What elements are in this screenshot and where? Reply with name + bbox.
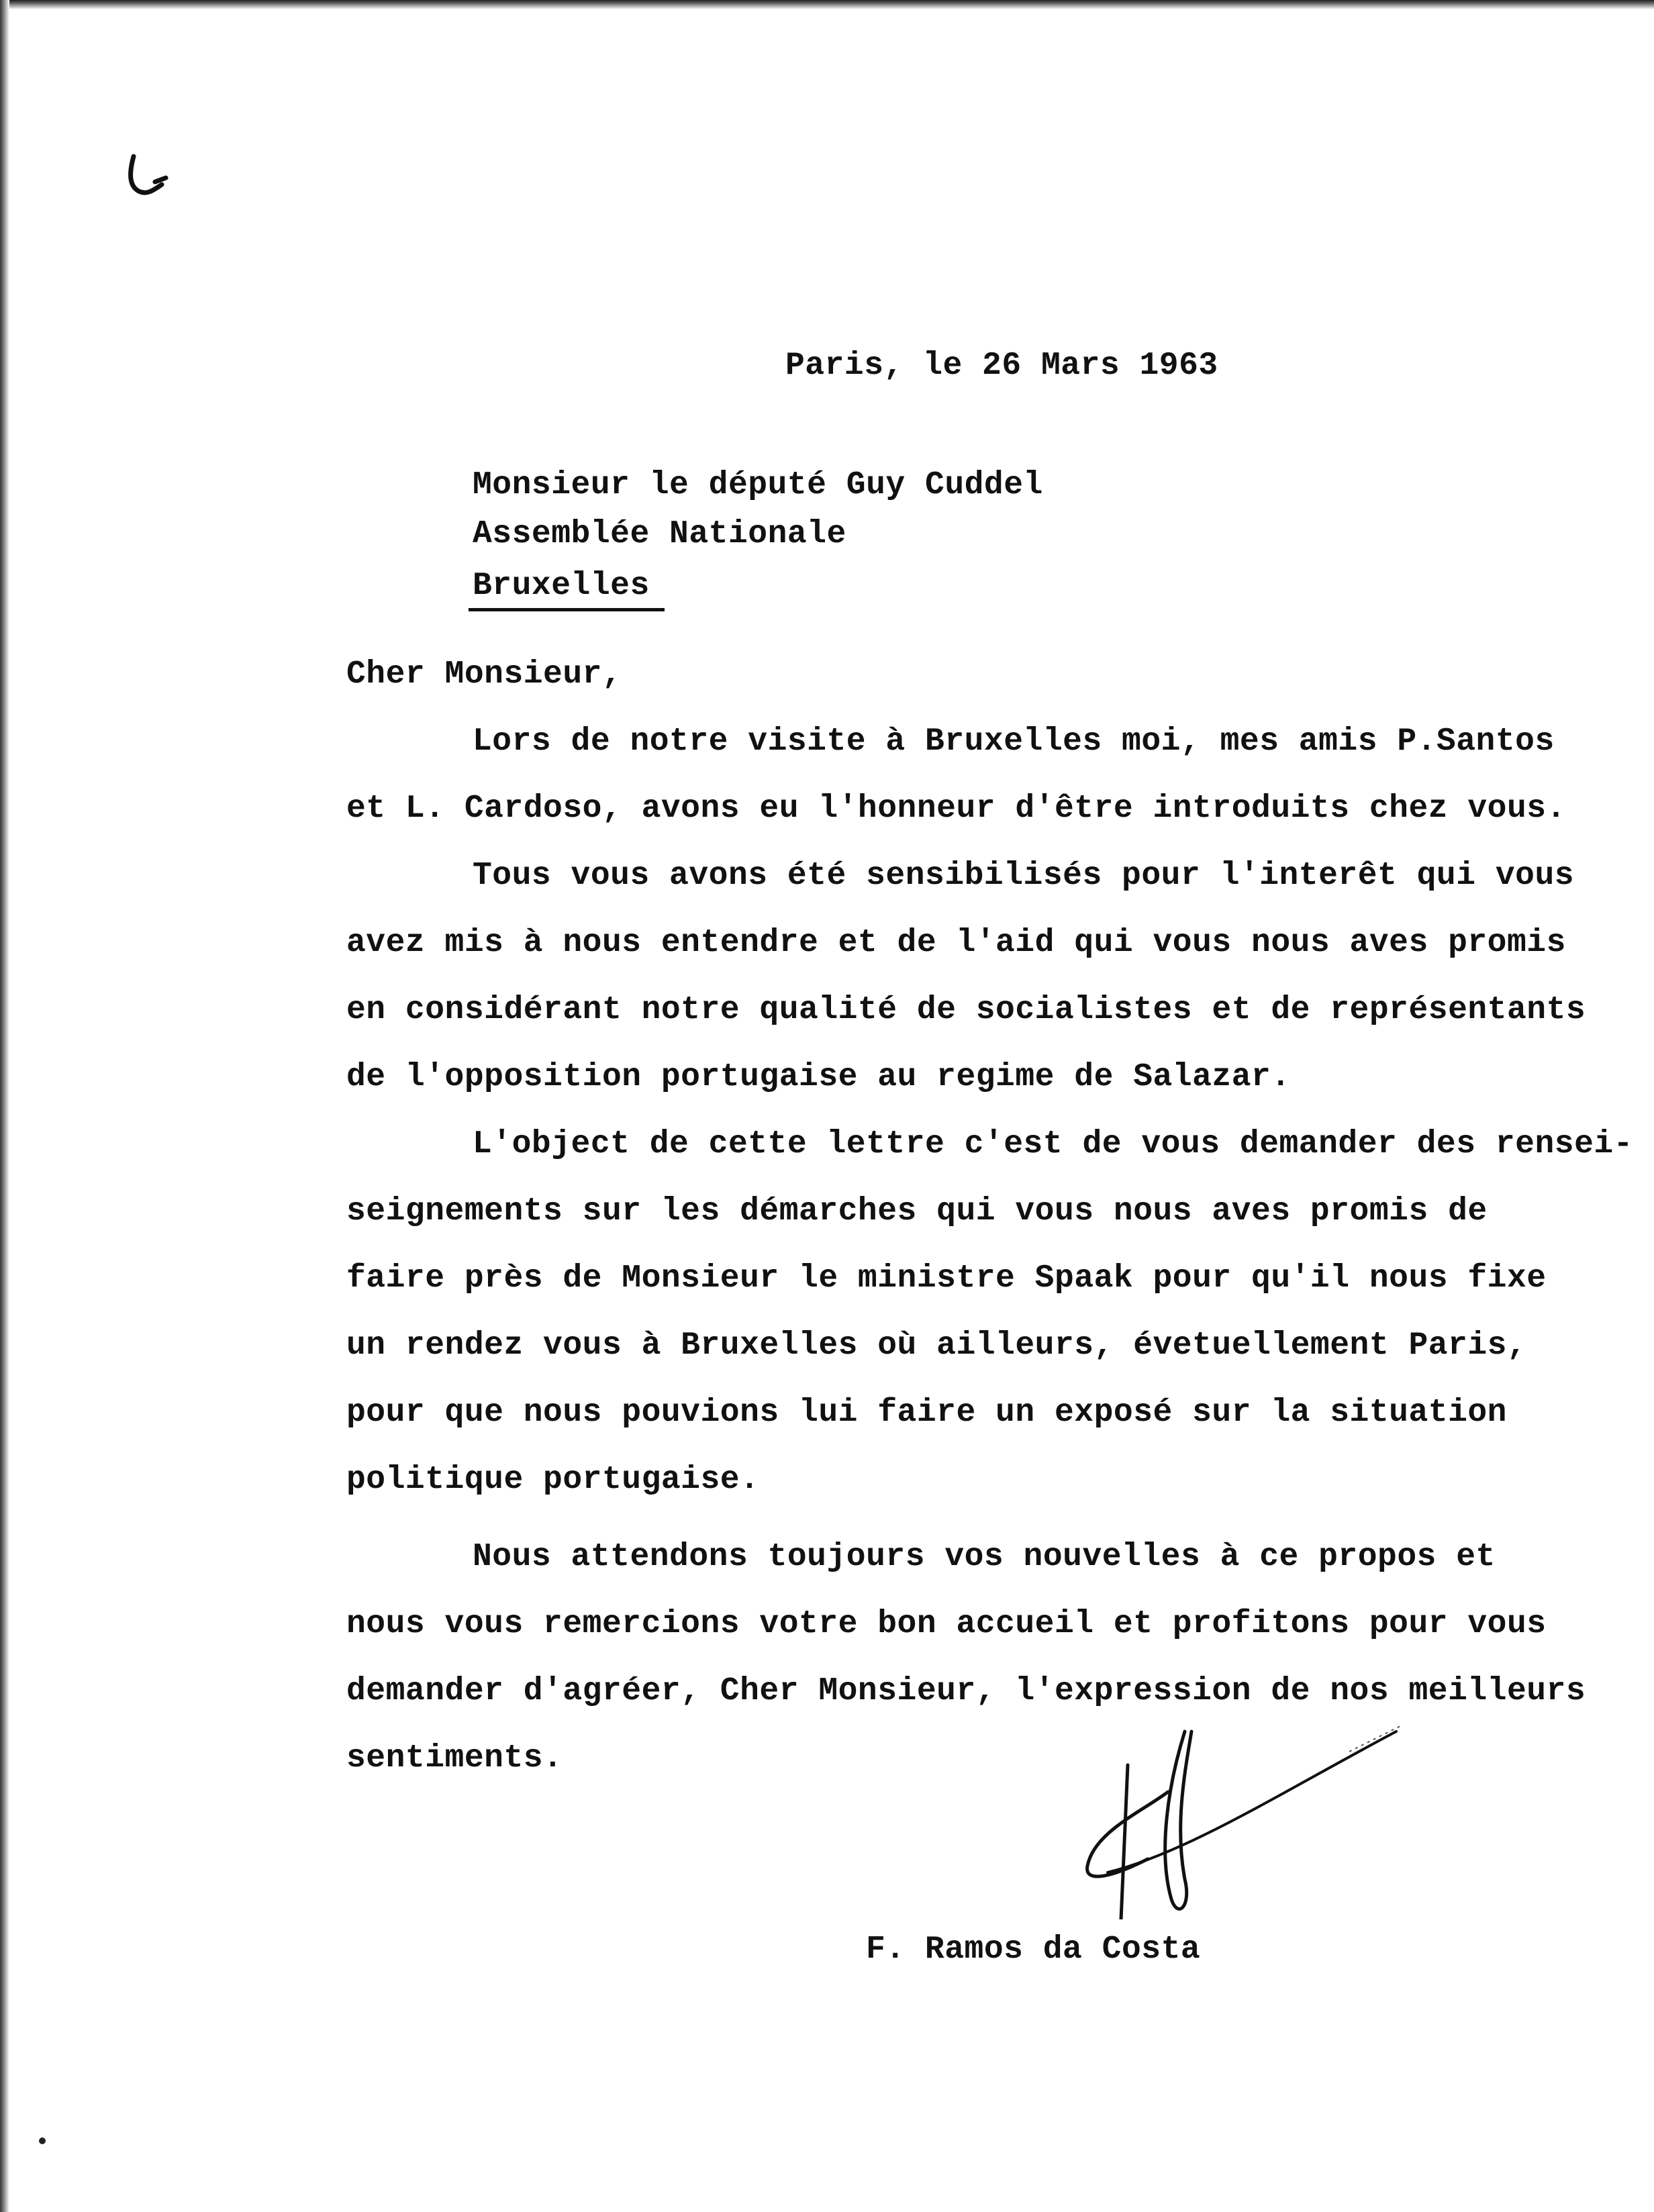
body-line: en considérant notre qualité de socialistes et de représentants bbox=[346, 992, 1586, 1028]
handwritten-initial-mark bbox=[124, 151, 178, 198]
recipient-name: Monsieur le député Guy Cuddel bbox=[473, 467, 1043, 503]
body-line: un rendez vous à Bruxelles où ailleurs, évetuellement Paris, bbox=[346, 1327, 1527, 1364]
scan-top-edge bbox=[0, 0, 1654, 9]
body-line: nous vous remercions votre bon accueil et profitons pour vous bbox=[346, 1606, 1547, 1642]
body-line: politique portugaise. bbox=[346, 1462, 760, 1498]
body-line: Lors de notre visite à Bruxelles moi, mes amis P.Santos bbox=[473, 723, 1555, 760]
signer-name: F. Ramos da Costa bbox=[866, 1931, 1201, 1968]
body-line: L'object de cette lettre c'est de vous demander des rensei- bbox=[473, 1126, 1633, 1162]
recipient-institution: Assemblée Nationale bbox=[473, 516, 846, 552]
body-line: avez mis à nous entendre et de l'aid qui vous nous aves promis bbox=[346, 925, 1566, 961]
body-line: faire près de Monsieur le ministre Spaak pour qu'il nous fixe bbox=[346, 1260, 1547, 1297]
body-line: seignements sur les démarches qui vous nous aves promis de bbox=[346, 1193, 1488, 1229]
body-line: demander d'agréer, Cher Monsieur, l'expression de nos meilleurs bbox=[346, 1673, 1586, 1709]
body-line: Nous attendons toujours vos nouvelles à ce propos et bbox=[473, 1539, 1496, 1575]
body-line: de l'opposition portugaise au regime de Salazar. bbox=[346, 1059, 1291, 1095]
salutation: Cher Monsieur, bbox=[346, 656, 622, 693]
date-line: Paris, le 26 Mars 1963 bbox=[785, 348, 1218, 384]
city-underline bbox=[469, 608, 665, 611]
body-line: Tous vous avons été sensibilisés pour l'interêt qui vous bbox=[473, 858, 1575, 894]
recipient-city: Bruxelles bbox=[473, 568, 650, 604]
scan-speck bbox=[39, 2138, 46, 2144]
body-line: et L. Cardoso, avons eu l'honneur d'être introduits chez vous. bbox=[346, 791, 1566, 827]
scan-left-edge bbox=[0, 0, 9, 2212]
body-line: pour que nous pouvions lui faire un exposé sur la situation bbox=[346, 1395, 1507, 1431]
handwritten-signature bbox=[1067, 1705, 1443, 1919]
body-line: sentiments. bbox=[346, 1740, 563, 1776]
